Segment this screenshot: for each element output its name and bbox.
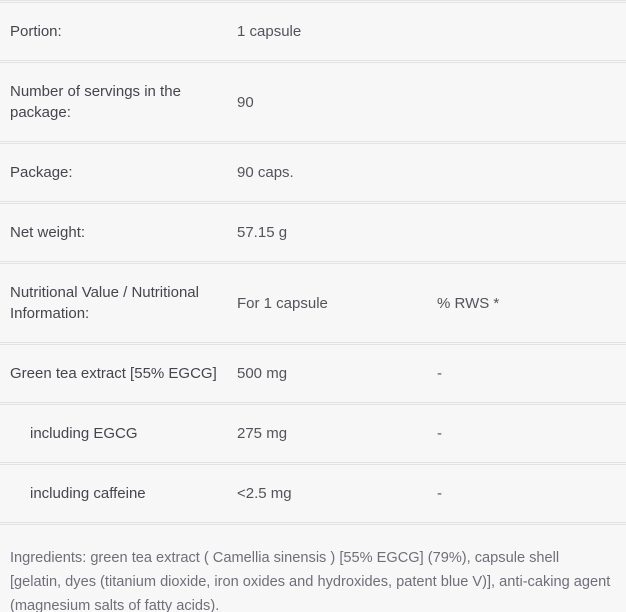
row-rws-value: [437, 155, 626, 191]
table-row-package: [0, 144, 626, 204]
row-rws-value: -: [437, 365, 442, 382]
row-rws-value: -: [437, 485, 442, 502]
row-label: Portion:: [10, 23, 62, 40]
table-row-net-weight: [0, 204, 626, 264]
row-rws-value: [437, 84, 626, 120]
row-value: 57.15 g: [237, 224, 288, 241]
column-header-per-capsule: For 1 capsule: [237, 294, 328, 312]
row-label: Package:: [10, 164, 73, 181]
ingredients-paragraph: Ingredients: green tea extract ( Camellia sinensis ) [55% EGCG] (79%), capsule shell [gelatin, dyes (titanium dioxide, iron oxides and hydroxides, patent blue V)], anti-caking agent (magnesium salts of fatty acids).: [10, 550, 611, 612]
table-row-including-caffeine: [0, 465, 626, 525]
row-label: including EGCG: [30, 425, 138, 442]
table-row-green-tea-extract: [0, 345, 626, 405]
column-header-rws: % RWS *: [437, 294, 500, 312]
row-value: 275 mg: [237, 425, 288, 442]
row-label: including caffeine: [30, 485, 146, 502]
row-label: Nutritional Value / Nutritional Information:: [10, 284, 199, 322]
row-value: 1 capsule: [237, 23, 302, 40]
row-value: 90: [237, 93, 254, 111]
table-row-portion: [0, 3, 626, 63]
row-rws-value: [437, 14, 626, 50]
table-row-servings: [0, 63, 626, 144]
table-row-including-egcg: [0, 405, 626, 465]
row-rws-value: [437, 215, 626, 251]
row-label: Green tea extract [55% EGCG]: [10, 365, 217, 382]
row-label: Net weight:: [10, 224, 86, 241]
table-row-nutritional-header: [0, 264, 626, 345]
row-rws-value: -: [437, 425, 442, 442]
row-value: 90 caps.: [237, 164, 294, 181]
row-value: 500 mg: [237, 365, 288, 382]
row-value: <2.5 mg: [237, 485, 292, 502]
row-label: Number of servings in the package:: [10, 83, 181, 121]
